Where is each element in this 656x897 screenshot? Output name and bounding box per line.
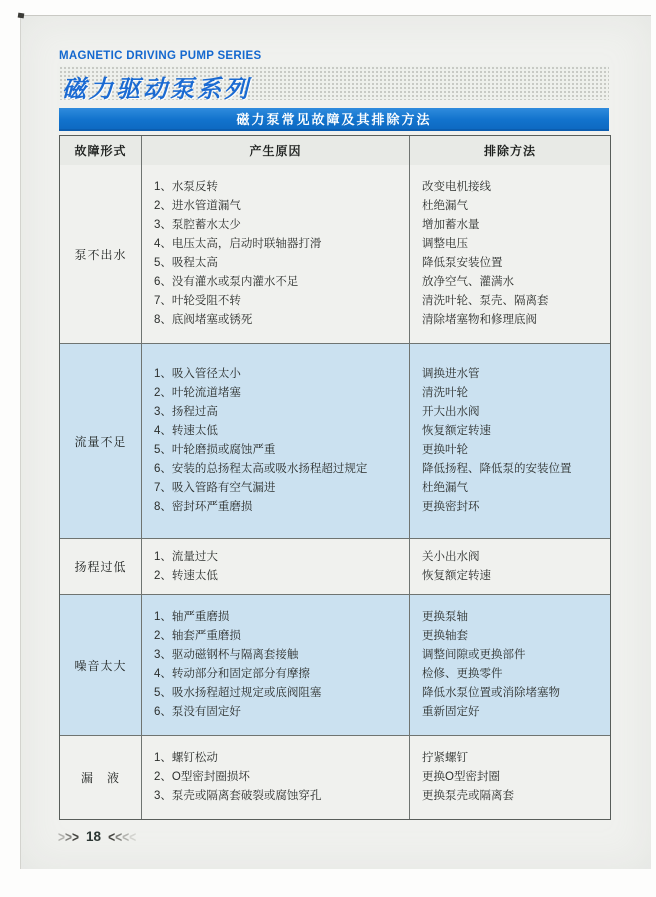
remedy-cell [410, 595, 610, 735]
table-row [60, 538, 610, 594]
scan-corner-mark [18, 13, 25, 19]
cause-line: 3、扬程过高 [154, 406, 218, 418]
page-footer [58, 829, 136, 844]
table-row [60, 165, 610, 343]
fault-label: 扬程过低 [74, 560, 127, 574]
remedy-cell [410, 165, 610, 343]
remedy-line: 清除堵塞物和修理底阀 [422, 314, 537, 326]
remedy-cell [410, 736, 610, 819]
cause-cell [141, 344, 410, 538]
remedy-line: 拧紧螺钉 [422, 752, 468, 764]
cause-line: 6、没有灌水或泵内灌水不足 [154, 276, 299, 288]
cause-line: 1、水泵反转 [154, 181, 218, 193]
table-row [60, 735, 610, 819]
table-row [60, 343, 610, 538]
chevron-left-icon: < [129, 828, 137, 846]
table-body [60, 165, 610, 819]
right-chevrons [108, 829, 136, 844]
remedy-line: 关小出水阀 [422, 550, 480, 563]
fault-cell [60, 165, 141, 343]
cause-line: 1、吸入管径太小 [154, 368, 241, 380]
cause-line: 2、转速太低 [154, 569, 218, 582]
table-title: 磁力泵常见故障及其排除方法 [236, 112, 432, 127]
fault-cell [60, 595, 141, 735]
fault-table [59, 135, 611, 820]
chevron-left-icon: < [108, 828, 116, 846]
series-title-band [59, 66, 609, 103]
remedy-line: 更换泵壳或隔离套 [422, 790, 514, 802]
cause-line: 3、泵壳或隔离套破裂或腐蚀穿孔 [154, 790, 322, 802]
cause-line: 5、叶轮磨损或腐蚀严重 [154, 444, 276, 456]
cause-cell [141, 539, 410, 594]
chevron-right-icon: > [65, 828, 73, 846]
remedy-line: 开大出水阀 [422, 406, 480, 418]
cause-line: 2、O型密封圈损坏 [154, 771, 250, 783]
fault-label: 噪音太大 [74, 658, 127, 673]
remedy-line: 调整间隙或更换部件 [422, 649, 526, 661]
cause-line: 1、螺钉松动 [154, 752, 218, 764]
remedy-line: 更换泵轴 [422, 611, 468, 623]
series-title-en: MAGNETIC DRIVING PUMP SERIES [59, 50, 262, 62]
left-chevrons [58, 829, 79, 844]
fault-label: 漏 液 [80, 771, 120, 785]
cause-cell [141, 736, 410, 819]
remedy-line: 增加蓄水量 [422, 219, 480, 231]
table-row [60, 594, 610, 735]
cause-line: 4、转动部分和固定部分有摩擦 [154, 668, 310, 680]
table-header-row [60, 136, 610, 165]
cause-line: 4、转速太低 [154, 425, 218, 437]
chevron-right-icon: > [58, 828, 66, 846]
cause-line: 5、吸程太高 [154, 257, 218, 269]
fault-label: 流量不足 [74, 434, 127, 449]
remedy-line: 降低泵安装位置 [422, 257, 503, 269]
cause-line: 2、进水管道漏气 [154, 200, 241, 212]
remedy-cell [410, 539, 610, 594]
cause-line: 2、轴套严重磨损 [154, 630, 241, 642]
cause-line: 7、吸入管路有空气漏进 [154, 482, 276, 494]
remedy-line: 检修、更换零件 [422, 668, 503, 680]
remedy-line: 改变电机接线 [422, 181, 491, 193]
cause-cell [141, 165, 410, 343]
scanned-page [20, 15, 651, 869]
cause-line: 6、安装的总扬程太高或吸水扬程超过规定 [154, 463, 368, 475]
fault-cell [60, 539, 141, 594]
fault-label: 泵不出水 [74, 247, 127, 262]
remedy-cell [410, 344, 610, 538]
cause-line: 1、流量过大 [154, 550, 218, 563]
remedy-line: 清洗叶轮、泵壳、隔离套 [422, 295, 549, 307]
fault-cell [60, 736, 141, 819]
cause-line: 2、叶轮流道堵塞 [154, 387, 241, 399]
remedy-line: 降低水泵位置或消除堵塞物 [422, 687, 560, 699]
cause-line: 6、泵没有固定好 [154, 706, 241, 718]
remedy-line: 更换叶轮 [422, 444, 468, 456]
table-title-banner [59, 108, 609, 131]
remedy-line: 降低扬程、降低泵的安装位置 [422, 463, 572, 475]
cause-line: 8、底阀堵塞或锈死 [154, 314, 253, 326]
remedy-line: 更换轴套 [422, 630, 468, 642]
remedy-line: 杜绝漏气 [422, 200, 468, 212]
header-remedy: 排除方法 [483, 144, 536, 158]
cause-line: 1、轴严重磨损 [154, 611, 230, 623]
remedy-line: 重新固定好 [422, 706, 480, 718]
remedy-line: 恢复额定转速 [422, 569, 491, 582]
chevron-left-icon: < [115, 828, 123, 846]
cause-line: 3、驱动磁钢杯与隔离套接触 [154, 649, 299, 661]
fault-cell [60, 344, 141, 538]
remedy-line: 杜绝漏气 [422, 482, 468, 494]
cause-line: 7、叶轮受阻不转 [154, 295, 241, 307]
cause-cell [141, 595, 410, 735]
chevron-left-icon: < [122, 828, 130, 846]
page-number: 18 [86, 829, 102, 844]
series-title-cn: 磁力驱动泵系列 [62, 76, 251, 103]
cause-line: 8、密封环严重磨损 [154, 501, 253, 513]
remedy-line: 调换进水管 [422, 368, 480, 380]
remedy-line: 更换密封环 [422, 501, 480, 513]
remedy-line: 清洗叶轮 [422, 387, 468, 399]
cause-line: 3、泵腔蓄水太少 [154, 219, 241, 231]
cause-line: 4、电压太高，启动时联轴器打滑 [154, 238, 322, 250]
remedy-line: 更换O型密封圈 [422, 771, 500, 783]
chevron-right-icon: > [72, 828, 80, 846]
cause-line: 5、吸水扬程超过规定或底阀阻塞 [154, 687, 322, 699]
remedy-line: 恢复额定转速 [422, 425, 491, 437]
remedy-line: 放净空气、灌满水 [422, 276, 514, 288]
remedy-line: 调整电压 [422, 238, 468, 250]
header-cause: 产生原因 [141, 136, 410, 165]
header-fault-type: 故障形式 [74, 144, 127, 158]
